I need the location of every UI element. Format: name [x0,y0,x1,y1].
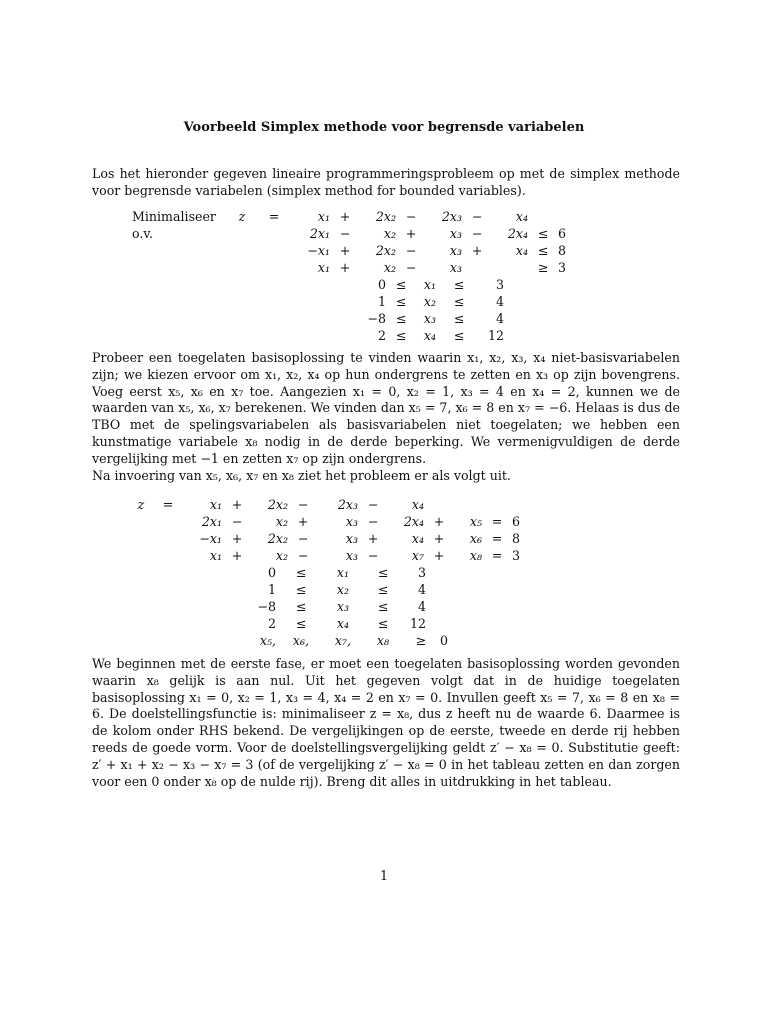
equation-cell: 3 [512,548,521,563]
equation-cell: 4 [417,599,426,614]
equation-cell [128,242,226,259]
equation-row [128,530,536,547]
equation-cell: 2 [377,328,386,343]
equation-cell: 2x₂ [267,497,288,512]
equation-cell: + [339,260,351,275]
equation-cell: + [339,209,351,224]
equation-cell: ≤ [395,277,407,292]
equation-cell: 3 [495,277,504,292]
equation-cell [226,225,258,242]
equation-cell: + [433,548,445,563]
equation-cell: x₄ [515,243,528,258]
equation-cell: x₁ [336,565,350,580]
equation-cell: 2x₁ [201,514,222,529]
equation-cell: 1 [267,582,276,597]
equation-cell: − [297,548,309,563]
equation-cell [128,547,154,564]
equation-cell: 2x₁ [309,226,330,241]
equation-cell: ≤ [537,226,549,241]
equation-row [128,208,582,225]
equation-cell: x₁ [317,260,330,275]
intro-paragraph: Los het hieronder gegeven lineaire programmeringsprobleem op met de simplex methode voor begrensde variabelen (simplex method for bounded variables). [92,166,680,198]
equation-cell: x₃ [449,226,462,241]
equation-cell: x₂ [423,294,437,309]
equation-row [128,496,536,513]
equation-cell: x₂ [275,514,288,529]
equation-cell: −8 [257,599,276,614]
equation-cell: 2x₄ [507,226,528,241]
equation-cell: ≤ [377,616,389,631]
equation-cell [486,496,508,513]
paragraph-4: We beginnen met de eerste fase, er moet een toegelaten basisoplossing worden gevonden waarin x₈ gelijk is aan nul. Uit het gegeven volgt dat in de huidige toegelaten basisoplossing x₁ = 0, x₂ = 1, x₃ = 4, x₄ = 2 en x₇ = 0. Invullen geeft x₅ = 7, x₆ = 8 en x₈ = 6. De doelstellingsfunctie is: minimaliseer z = x₈, dus z heeft nu de waarde 6. Daarmee is de kolom onder RHS bekend. De vergelijkingen op de eerste, tweede en derde rij hebben reeds de goede vorm. Voor de doelstellingsvergelijking geldt z′ − x₈ = 0. Substitutie geeft: z′ + x₁ + x₂ − x₃ − x₇ = 3 (of de vergelijking z′ − x₈ = 0 in het tableau zetten en dan zorgen voor een 0 onder x₈ op de nulde rij). Breng dit alles in uitdrukking in het tableau. [92,656,680,789]
equation-row [128,225,582,242]
equation-cell: − [405,243,417,258]
equation-cell [450,496,486,513]
equation-cell: 8 [512,531,521,546]
equation-cell: 2 [267,616,276,631]
equation-cell: o.v. [132,226,153,241]
equation-cell: 0 [439,633,448,648]
equation-cell: ≤ [395,294,407,309]
equation-row [128,259,582,276]
equation-cell: 2x₂ [267,531,288,546]
equation-cell: − [405,260,417,275]
equation-cell: = [491,531,503,546]
equation-cell [532,208,554,225]
equation-cell: ≤ [453,311,465,326]
equation-cell: ≤ [395,328,407,343]
equation-cell: + [231,548,243,563]
equation-cell: x₇, [334,633,352,648]
equation-cell: ≤ [377,565,389,580]
equation-cell: 3 [417,565,426,580]
equation-cell: x₆ [469,531,482,546]
equation-cell: z [137,497,145,512]
equation-cell: 2x₃ [441,209,462,224]
equation-cell: + [471,243,483,258]
equation-cell: 4 [495,294,504,309]
paragraph-3: Na invoering van x₅, x₆, x₇ en x₈ ziet het probleem er als volgt uit. [92,468,511,483]
equation-cell: x₄ [336,616,350,631]
equation-cell: 12 [487,328,504,343]
equation-cell: x₅, [259,633,276,648]
equation-cell: −x₁ [307,243,330,258]
equation-cell: ≤ [395,311,407,326]
page-title: Voorbeeld Simplex methode voor begrensde variabelen [183,120,585,135]
equation-cell: 12 [409,616,426,631]
equation-cell: ≤ [377,582,389,597]
equation-cell [508,496,536,513]
equation-cell: 4 [417,582,426,597]
equation-cell: 2x₂ [375,209,396,224]
equation-cell: − [367,548,379,563]
problem-system-2 [128,496,536,564]
equation-cell: − [297,497,309,512]
equation-cell [554,208,582,225]
equation-cell: − [367,497,379,512]
equation-row [352,310,508,327]
equation-cell: x₈ [469,548,482,563]
equation-cell: + [433,531,445,546]
equation-cell: + [433,514,445,529]
equation-cell: x₁ [209,497,222,512]
equation-cell: ≤ [295,616,307,631]
equation-cell: x₃ [449,260,462,275]
equation-cell: + [367,531,379,546]
equation-row [128,242,582,259]
equation-cell: x₃ [345,514,358,529]
bounds-system-2 [238,564,458,649]
equation-cell [488,259,532,276]
equation-cell: x₇ [411,548,424,563]
equation-cell: x₁ [423,277,437,292]
equation-cell: + [339,243,351,258]
equation-cell: 8 [558,243,567,258]
equation-cell: ≤ [537,243,549,258]
equation-cell: − [297,531,309,546]
equation-cell: x₄ [423,328,437,343]
equation-cell: 0 [267,565,276,580]
equation-row [352,276,508,293]
equation-cell: + [297,514,309,529]
equation-cell [226,259,258,276]
equation-cell: x₆, [292,633,310,648]
equation-cell: − [471,209,483,224]
equation-cell [258,225,290,242]
equation-cell: Minimaliseer [132,209,216,224]
equation-cell [154,530,182,547]
equation-cell: 2x₃ [337,497,358,512]
equation-cell: 6 [512,514,521,529]
equation-cell: x₄ [411,531,424,546]
equation-cell: ≥ [537,260,549,275]
bounds-system-1 [352,276,508,344]
equation-cell: x₃ [336,599,350,614]
equation-cell: x₃ [449,243,462,258]
equation-cell [428,496,450,513]
problem-system-1 [128,208,582,276]
equation-row [352,293,508,310]
equation-cell: ≤ [377,599,389,614]
paragraph-2: Probeer een toegelaten basisoplossing te vinden waarin x₁, x₂, x₃, x₄ niet-basisvariabelen zijn; we kiezen ervoor om x₁, x₂, x₄ op hun ondergrens te zetten en x₃ op zijn bovengrens. Voeg eerst x₅, x₆ en x₇ toe. Aangezien x₁ = 0, x₂ = 1, x₃ = 4 en x₄ = 2, kunnen we de waarden van x₅, x₆, x₇ berekenen. We vinden dan x₅ = 7, x₆ = 8 en x₇ = −6. Helaas is dus de TBO met de spelingsvariabelen als basisvariabelen niet toegelaten; we hebben een kunstmatige variabele x₈ nodig in de derde beperking. We vermenigvuldigen de derde vergelijking met −1 en zetten x₇ op zijn ondergrens. [92,350,680,466]
equation-row [238,615,458,632]
equation-row [128,513,536,530]
equation-cell: = [491,548,503,563]
equation-cell: + [231,531,243,546]
equation-cell: + [405,226,417,241]
equation-cell: 2x₄ [403,514,424,529]
equation-cell: − [231,514,243,529]
equation-cell: x₄ [411,497,424,512]
equation-cell: x₁ [317,209,330,224]
equation-cell: x₂ [383,226,396,241]
equation-cell: 2x₂ [375,243,396,258]
equation-cell: + [231,497,243,512]
equation-cell: 3 [558,260,567,275]
equation-cell: x₂ [275,548,288,563]
equation-cell [154,513,182,530]
equation-cell: x₃ [345,531,358,546]
equation-cell: x₈ [376,633,390,648]
equation-row [238,564,458,581]
equation-cell: ≤ [453,294,465,309]
equation-cell [258,242,290,259]
equation-cell: − [405,209,417,224]
equation-cell: ≤ [295,582,307,597]
equation-cell: x₂ [336,582,350,597]
equation-cell: − [339,226,351,241]
equation-cell [226,242,258,259]
equation-row [128,547,536,564]
equation-cell [258,259,290,276]
equation-row [238,598,458,615]
equation-cell: 4 [495,311,504,326]
equation-cell: ≥ [415,633,426,648]
equation-cell: ≤ [295,565,307,580]
equation-cell: z [238,209,246,224]
equation-cell: ≤ [295,599,307,614]
equation-cell [128,259,226,276]
equation-cell [128,530,154,547]
equation-row [238,581,458,598]
equation-row [352,327,508,344]
equation-cell: = [268,209,280,224]
equation-cell: x₂ [383,260,396,275]
equation-cell: 0 [377,277,386,292]
equation-cell [128,513,154,530]
equation-cell: −x₁ [199,531,222,546]
equation-cell: ≤ [453,328,465,343]
equation-row [238,632,458,649]
equation-cell: 6 [558,226,567,241]
equation-cell: x₄ [515,209,528,224]
equation-cell: − [367,514,379,529]
equation-cell: ≤ [453,277,465,292]
equation-cell: x₃ [345,548,358,563]
equation-cell: = [491,514,503,529]
equation-cell: −8 [367,311,386,326]
equation-cell: x₁ [209,548,222,563]
equation-cell: 1 [377,294,386,309]
equation-cell: x₃ [423,311,437,326]
equation-cell: x₅ [469,514,482,529]
equation-cell [466,259,488,276]
page-number: 1 [379,868,388,883]
equation-cell: = [162,497,174,512]
equation-cell: − [471,226,483,241]
equation-cell [154,547,182,564]
